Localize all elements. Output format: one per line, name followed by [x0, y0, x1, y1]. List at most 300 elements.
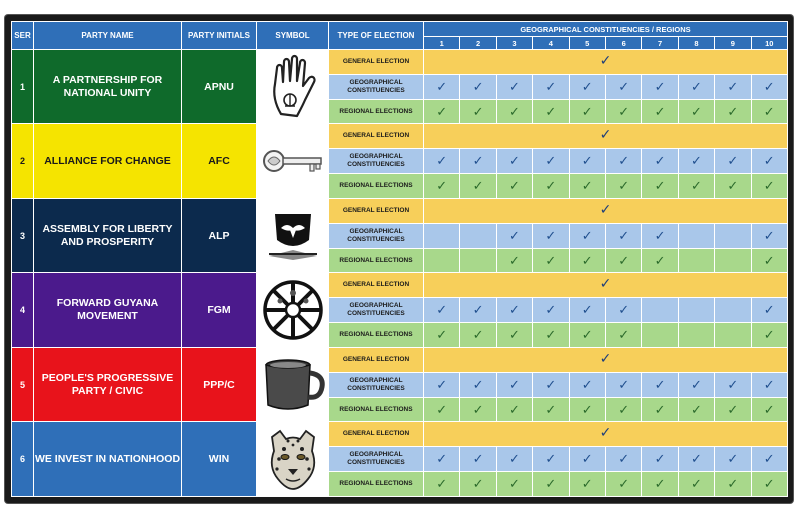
region-cell-2 — [460, 298, 496, 323]
check-icon: ✓ — [472, 376, 484, 392]
party-symbol — [257, 273, 329, 347]
check-icon: ✓ — [763, 78, 775, 94]
check-icon: ✓ — [472, 401, 484, 417]
region-cell-7 — [642, 248, 678, 273]
check-icon: ✓ — [618, 252, 630, 268]
region-cell-5 — [569, 447, 605, 472]
region-cell-9 — [715, 372, 751, 397]
region-cell-3 — [496, 298, 532, 323]
region-cell-8 — [678, 372, 714, 397]
election-type-regional: REGIONAL ELECTIONS — [329, 323, 424, 348]
region-cell-3 — [496, 223, 532, 248]
party-row — [12, 273, 788, 298]
region-cell-4 — [533, 223, 569, 248]
region-cell-7 — [642, 298, 678, 323]
check-icon: ✓ — [545, 103, 557, 119]
party-initials: FGM — [182, 273, 257, 347]
region-cell-9 — [715, 149, 751, 174]
check-icon: ✓ — [436, 376, 448, 392]
region-cell-10 — [751, 149, 787, 174]
region-cell-3 — [496, 99, 532, 124]
party-initials: ALP — [182, 198, 257, 272]
general-election-cell — [424, 273, 788, 298]
election-type-geographical: GEOGRAPHICAL CONSTITUENCIES — [329, 372, 424, 397]
party-name: PEOPLE'S PROGRESSIVE PARTY / CIVIC — [34, 347, 182, 421]
check-icon: ✓ — [472, 103, 484, 119]
check-icon: ✓ — [472, 476, 484, 492]
region-cell-9 — [715, 223, 751, 248]
region-cell-5 — [569, 174, 605, 199]
check-icon: ✓ — [581, 178, 593, 194]
election-type-general: GENERAL ELECTION — [329, 124, 424, 149]
check-icon: ✓ — [436, 302, 448, 318]
check-icon: ✓ — [618, 78, 630, 94]
region-cell-5 — [569, 223, 605, 248]
region-cell-10 — [751, 397, 787, 422]
region-cell-2 — [460, 223, 496, 248]
check-icon: ✓ — [763, 103, 775, 119]
check-icon: ✓ — [509, 103, 520, 119]
region-cell-2 — [460, 99, 496, 124]
election-type-general: GENERAL ELECTION — [329, 50, 424, 75]
region-cell-2 — [460, 397, 496, 422]
party-row — [12, 50, 788, 75]
check-icon: ✓ — [690, 451, 702, 467]
general-election-cell — [424, 50, 788, 75]
check-icon: ✓ — [581, 327, 593, 343]
party-symbol — [257, 124, 329, 198]
region-cell-5 — [569, 323, 605, 348]
header-region-8: 8 — [678, 37, 714, 50]
check-icon: ✓ — [581, 78, 593, 94]
header-region-10: 10 — [751, 37, 787, 50]
check-icon: ✓ — [581, 476, 593, 492]
region-cell-7 — [642, 149, 678, 174]
region-cell-4 — [533, 99, 569, 124]
check-icon: ✓ — [509, 302, 520, 318]
region-cell-7 — [642, 397, 678, 422]
region-cell-8 — [678, 472, 714, 497]
header-symbol: SYMBOL — [257, 22, 329, 50]
region-cell-9 — [715, 447, 751, 472]
header-type-of-election: TYPE OF ELECTION — [329, 22, 424, 50]
check-icon: ✓ — [436, 78, 448, 94]
party-ser: 3 — [12, 198, 34, 272]
region-cell-3 — [496, 447, 532, 472]
region-cell-8 — [678, 99, 714, 124]
check-icon: ✓ — [509, 476, 520, 492]
region-cell-2 — [460, 323, 496, 348]
check-icon: ✓ — [654, 476, 666, 492]
key-icon — [257, 144, 328, 178]
party-row — [12, 124, 788, 149]
check-icon: ✓ — [763, 252, 775, 268]
check-icon: ✓ — [727, 401, 739, 417]
check-icon: ✓ — [545, 252, 557, 268]
check-icon: ✓ — [509, 227, 520, 243]
region-cell-9 — [715, 323, 751, 348]
party-row — [12, 347, 788, 372]
general-election-cell — [424, 347, 788, 372]
region-cell-8 — [678, 298, 714, 323]
region-cell-1 — [424, 397, 460, 422]
region-cell-9 — [715, 298, 751, 323]
check-icon: ✓ — [599, 349, 612, 366]
check-icon: ✓ — [599, 424, 612, 441]
general-election-cell — [424, 124, 788, 149]
region-cell-9 — [715, 248, 751, 273]
check-icon: ✓ — [472, 78, 484, 94]
check-icon: ✓ — [581, 376, 593, 392]
check-icon: ✓ — [436, 178, 448, 194]
party-ser: 6 — [12, 422, 34, 497]
check-icon: ✓ — [472, 451, 484, 467]
check-icon: ✓ — [545, 376, 557, 392]
check-icon: ✓ — [472, 327, 484, 343]
region-cell-4 — [533, 472, 569, 497]
check-icon: ✓ — [436, 476, 448, 492]
region-cell-1 — [424, 174, 460, 199]
check-icon: ✓ — [545, 476, 557, 492]
party-name: WE INVEST IN NATIONHOOD — [34, 422, 182, 497]
check-icon: ✓ — [690, 178, 702, 194]
check-icon: ✓ — [763, 401, 775, 417]
check-icon: ✓ — [509, 401, 520, 417]
check-icon: ✓ — [763, 451, 775, 467]
election-type-geographical: GEOGRAPHICAL CONSTITUENCIES — [329, 298, 424, 323]
election-type-geographical: GEOGRAPHICAL CONSTITUENCIES — [329, 447, 424, 472]
check-icon: ✓ — [654, 376, 666, 392]
check-icon: ✓ — [763, 302, 775, 318]
region-cell-1 — [424, 472, 460, 497]
check-icon: ✓ — [581, 103, 593, 119]
election-type-general: GENERAL ELECTION — [329, 422, 424, 447]
party-symbol — [257, 198, 329, 272]
election-type-regional: REGIONAL ELECTIONS — [329, 99, 424, 124]
check-icon: ✓ — [599, 201, 612, 218]
check-icon: ✓ — [690, 153, 702, 169]
party-symbol — [257, 347, 329, 421]
check-icon: ✓ — [727, 476, 739, 492]
check-icon: ✓ — [545, 153, 557, 169]
region-cell-7 — [642, 472, 678, 497]
region-cell-8 — [678, 447, 714, 472]
check-icon: ✓ — [581, 153, 593, 169]
party-symbol — [257, 50, 329, 124]
party-row — [12, 422, 788, 447]
check-icon: ✓ — [690, 376, 702, 392]
check-icon: ✓ — [654, 103, 666, 119]
check-icon: ✓ — [599, 52, 612, 69]
region-cell-4 — [533, 74, 569, 99]
header-region-7: 7 — [642, 37, 678, 50]
region-cell-5 — [569, 298, 605, 323]
region-cell-10 — [751, 323, 787, 348]
region-cell-6 — [605, 99, 641, 124]
region-cell-6 — [605, 248, 641, 273]
check-icon: ✓ — [690, 476, 702, 492]
region-cell-1 — [424, 372, 460, 397]
check-icon: ✓ — [727, 451, 739, 467]
region-cell-9 — [715, 472, 751, 497]
check-icon: ✓ — [763, 476, 775, 492]
check-icon: ✓ — [436, 153, 448, 169]
check-icon: ✓ — [618, 302, 630, 318]
header-region-6: 6 — [605, 37, 641, 50]
region-cell-8 — [678, 174, 714, 199]
check-icon: ✓ — [654, 227, 666, 243]
region-cell-4 — [533, 397, 569, 422]
general-election-cell — [424, 198, 788, 223]
region-cell-3 — [496, 323, 532, 348]
party-row — [12, 198, 788, 223]
check-icon: ✓ — [545, 178, 557, 194]
check-icon: ✓ — [763, 153, 775, 169]
check-icon: ✓ — [599, 126, 612, 143]
region-cell-10 — [751, 99, 787, 124]
check-icon: ✓ — [618, 401, 630, 417]
election-type-geographical: GEOGRAPHICAL CONSTITUENCIES — [329, 74, 424, 99]
region-cell-7 — [642, 74, 678, 99]
region-cell-4 — [533, 149, 569, 174]
check-icon: ✓ — [618, 476, 630, 492]
party-ser: 4 — [12, 273, 34, 347]
region-cell-2 — [460, 149, 496, 174]
check-icon: ✓ — [618, 376, 630, 392]
region-cell-3 — [496, 149, 532, 174]
region-cell-2 — [460, 174, 496, 199]
region-cell-3 — [496, 397, 532, 422]
region-cell-6 — [605, 447, 641, 472]
check-icon: ✓ — [727, 153, 739, 169]
check-icon: ✓ — [509, 327, 520, 343]
region-cell-10 — [751, 298, 787, 323]
check-icon: ✓ — [618, 103, 630, 119]
election-type-general: GENERAL ELECTION — [329, 347, 424, 372]
header-party-name: PARTY NAME — [34, 22, 182, 50]
check-icon: ✓ — [654, 252, 666, 268]
region-cell-1 — [424, 447, 460, 472]
election-type-general: GENERAL ELECTION — [329, 273, 424, 298]
shield-dove-icon — [257, 206, 328, 266]
check-icon: ✓ — [727, 178, 739, 194]
check-icon: ✓ — [599, 275, 612, 292]
region-cell-5 — [569, 74, 605, 99]
general-election-cell — [424, 422, 788, 447]
check-icon: ✓ — [654, 153, 666, 169]
election-type-geographical: GEOGRAPHICAL CONSTITUENCIES — [329, 149, 424, 174]
check-icon: ✓ — [436, 451, 448, 467]
check-icon: ✓ — [436, 103, 448, 119]
party-ser: 1 — [12, 50, 34, 124]
check-icon: ✓ — [545, 227, 557, 243]
region-cell-9 — [715, 174, 751, 199]
header-geographical-regions: GEOGRAPHICAL CONSTITUENCIES / REGIONS — [424, 22, 788, 37]
check-icon: ✓ — [763, 227, 775, 243]
header-region-4: 4 — [533, 37, 569, 50]
region-cell-6 — [605, 74, 641, 99]
party-name: ASSEMBLY FOR LIBERTY AND PROSPERITY — [34, 198, 182, 272]
party-initials: AFC — [182, 124, 257, 198]
header-ser: SER — [12, 22, 34, 50]
region-cell-3 — [496, 472, 532, 497]
region-cell-4 — [533, 372, 569, 397]
region-cell-7 — [642, 223, 678, 248]
election-type-regional: REGIONAL ELECTIONS — [329, 397, 424, 422]
party-name: FORWARD GUYANA MOVEMENT — [34, 273, 182, 347]
check-icon: ✓ — [545, 302, 557, 318]
check-icon: ✓ — [472, 153, 484, 169]
election-type-general: GENERAL ELECTION — [329, 198, 424, 223]
check-icon: ✓ — [690, 78, 702, 94]
region-cell-2 — [460, 248, 496, 273]
check-icon: ✓ — [509, 153, 520, 169]
region-cell-4 — [533, 323, 569, 348]
hand-icon — [257, 54, 328, 120]
check-icon: ✓ — [545, 327, 557, 343]
check-icon: ✓ — [472, 302, 484, 318]
check-icon: ✓ — [472, 178, 484, 194]
region-cell-5 — [569, 248, 605, 273]
region-cell-1 — [424, 99, 460, 124]
check-icon: ✓ — [690, 103, 702, 119]
header-region-5: 5 — [569, 37, 605, 50]
header-party-initials: PARTY INITIALS — [182, 22, 257, 50]
region-cell-1 — [424, 223, 460, 248]
check-icon: ✓ — [581, 302, 593, 318]
region-cell-5 — [569, 397, 605, 422]
region-cell-10 — [751, 174, 787, 199]
check-icon: ✓ — [727, 103, 739, 119]
region-cell-10 — [751, 472, 787, 497]
region-cell-5 — [569, 472, 605, 497]
region-cell-5 — [569, 149, 605, 174]
check-icon: ✓ — [509, 178, 520, 194]
election-type-regional: REGIONAL ELECTIONS — [329, 174, 424, 199]
region-cell-7 — [642, 99, 678, 124]
check-icon: ✓ — [581, 252, 593, 268]
region-cell-8 — [678, 397, 714, 422]
check-icon: ✓ — [618, 227, 630, 243]
check-icon: ✓ — [618, 451, 630, 467]
region-cell-1 — [424, 149, 460, 174]
region-cell-2 — [460, 447, 496, 472]
check-icon: ✓ — [654, 401, 666, 417]
region-cell-6 — [605, 372, 641, 397]
region-cell-4 — [533, 248, 569, 273]
check-icon: ✓ — [436, 327, 448, 343]
region-cell-7 — [642, 323, 678, 348]
region-cell-3 — [496, 174, 532, 199]
region-cell-2 — [460, 74, 496, 99]
region-cell-6 — [605, 472, 641, 497]
check-icon: ✓ — [509, 78, 520, 94]
check-icon: ✓ — [654, 78, 666, 94]
region-cell-6 — [605, 223, 641, 248]
region-cell-4 — [533, 447, 569, 472]
region-cell-3 — [496, 74, 532, 99]
party-ser: 5 — [12, 347, 34, 421]
check-icon: ✓ — [654, 178, 666, 194]
region-cell-2 — [460, 372, 496, 397]
header-region-3: 3 — [496, 37, 532, 50]
header-region-1: 1 — [424, 37, 460, 50]
check-icon: ✓ — [618, 178, 630, 194]
region-cell-8 — [678, 223, 714, 248]
check-icon: ✓ — [763, 178, 775, 194]
region-cell-10 — [751, 248, 787, 273]
region-cell-10 — [751, 74, 787, 99]
region-cell-10 — [751, 447, 787, 472]
party-symbol — [257, 422, 329, 497]
party-initials: PPP/C — [182, 347, 257, 421]
party-initials: APNU — [182, 50, 257, 124]
region-cell-7 — [642, 174, 678, 199]
party-ser: 2 — [12, 124, 34, 198]
party-initials: WIN — [182, 422, 257, 497]
header-region-2: 2 — [460, 37, 496, 50]
party-ballot-table — [11, 21, 788, 497]
cup-icon — [257, 357, 328, 413]
check-icon: ✓ — [581, 451, 593, 467]
region-cell-10 — [751, 223, 787, 248]
region-cell-7 — [642, 372, 678, 397]
region-cell-8 — [678, 74, 714, 99]
region-cell-1 — [424, 248, 460, 273]
check-icon: ✓ — [509, 451, 520, 467]
region-cell-4 — [533, 298, 569, 323]
check-icon: ✓ — [545, 78, 557, 94]
election-type-regional: REGIONAL ELECTIONS — [329, 472, 424, 497]
election-type-regional: REGIONAL ELECTIONS — [329, 248, 424, 273]
region-cell-7 — [642, 447, 678, 472]
check-icon: ✓ — [763, 327, 775, 343]
check-icon: ✓ — [763, 376, 775, 392]
check-icon: ✓ — [618, 153, 630, 169]
check-icon: ✓ — [545, 401, 557, 417]
check-icon: ✓ — [545, 451, 557, 467]
region-cell-9 — [715, 99, 751, 124]
region-cell-2 — [460, 472, 496, 497]
party-name: A PARTNERSHIP FOR NATIONAL UNITY — [34, 50, 182, 124]
party-name: ALLIANCE FOR CHANGE — [34, 124, 182, 198]
region-cell-1 — [424, 298, 460, 323]
check-icon: ✓ — [436, 401, 448, 417]
check-icon: ✓ — [727, 376, 739, 392]
check-icon: ✓ — [690, 401, 702, 417]
region-cell-1 — [424, 323, 460, 348]
region-cell-8 — [678, 149, 714, 174]
region-cell-6 — [605, 397, 641, 422]
region-cell-6 — [605, 149, 641, 174]
header-region-9: 9 — [715, 37, 751, 50]
region-cell-9 — [715, 397, 751, 422]
region-cell-9 — [715, 74, 751, 99]
region-cell-8 — [678, 248, 714, 273]
check-icon: ✓ — [618, 327, 630, 343]
wheel-icon — [257, 279, 328, 341]
check-icon: ✓ — [581, 227, 593, 243]
region-cell-6 — [605, 174, 641, 199]
region-cell-6 — [605, 323, 641, 348]
election-type-geographical: GEOGRAPHICAL CONSTITUENCIES — [329, 223, 424, 248]
region-cell-4 — [533, 174, 569, 199]
region-cell-5 — [569, 372, 605, 397]
region-cell-5 — [569, 99, 605, 124]
region-cell-3 — [496, 372, 532, 397]
jaguar-icon — [257, 427, 328, 491]
region-cell-3 — [496, 248, 532, 273]
